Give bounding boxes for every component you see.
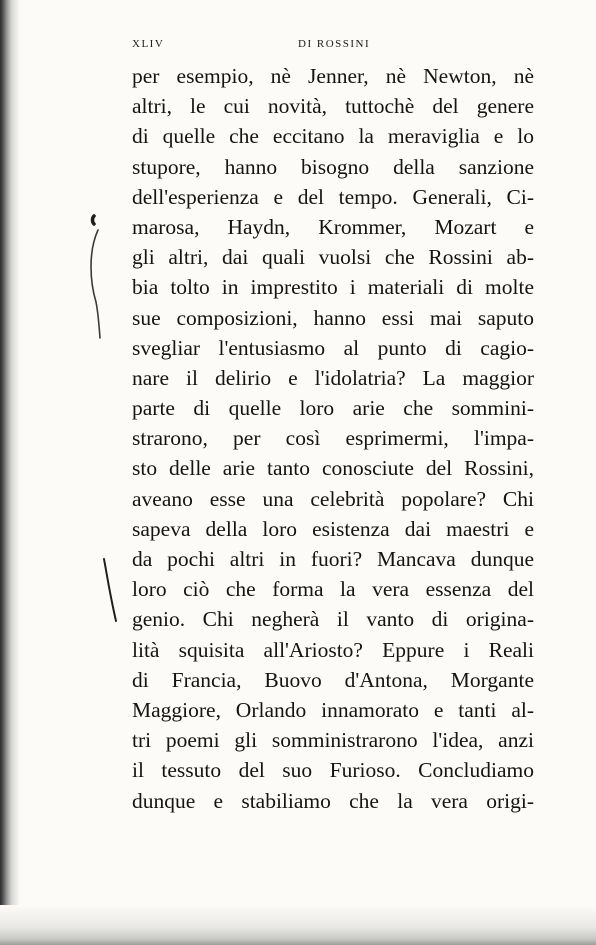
text-line: marosa, Haydn, Krommer, Mozart e <box>132 214 534 239</box>
text-line: stupore, hanno bisogno della sanzione <box>132 154 534 179</box>
text-line: di Francia, Buovo d'Antona, Morgante <box>132 667 534 692</box>
text-line: parte di quelle loro arie che sommini- <box>132 396 534 421</box>
margin-bracket-mark <box>86 212 110 342</box>
page-bottom-shadow <box>0 905 596 945</box>
text-line: sto delle arie tanto conosciute del Rossini, <box>132 456 534 481</box>
text-line: lità squisita all'Ariosto? Eppure i Reali <box>132 637 534 662</box>
text-line: di quelle che eccitano la meraviglia e lo <box>132 124 534 149</box>
text-line: altri, le cui novità, tuttochè del genere <box>132 94 534 119</box>
text-line: gli altri, dai quali vuolsi che Rossini ab- <box>132 245 534 270</box>
text-line: sapeva della loro esistenza dai maestri e <box>132 516 534 541</box>
text-line: aveano esse una celebrità popolare? Chi <box>132 486 534 511</box>
text-line: strarono, per così esprimermi, l'impa- <box>132 426 534 451</box>
text-line: dell'esperienza e del tempo. Generali, Ci- <box>132 184 534 209</box>
text-line: loro ciò che forma la vera essenza del <box>132 577 534 602</box>
text-line: tri poemi gli somministrarono l'idea, anzi <box>132 728 534 753</box>
running-header <box>132 38 534 54</box>
page-gutter-shadow <box>0 0 20 945</box>
text-line: dunque e stabiliamo che la vera origi- <box>132 788 534 813</box>
text-line: da pochi altri in fuori? Mancava dunque <box>132 547 534 571</box>
text-line: svegliar l'entusiasmo al punto di cagio- <box>132 335 534 360</box>
text-line: per esempio, nè Jenner, nè Newton, nè <box>132 64 534 88</box>
text-line: bia tolto in imprestito i materiali di molte <box>132 275 534 300</box>
running-title: DI ROSSINI <box>298 38 371 50</box>
text-line: genio. Chi negherà il vanto di origina- <box>132 607 534 632</box>
text-line: sue composizioni, hanno essi mai saputo <box>132 305 534 330</box>
text-line: il tessuto del suo Furioso. Concludiamo <box>132 758 534 783</box>
body-text <box>132 61 534 816</box>
page-number: XLIV <box>132 38 165 50</box>
text-line: Maggiore, Orlando innamorato e tanti al- <box>132 697 534 722</box>
margin-line-mark <box>100 555 122 625</box>
text-line: nare il delirio e l'idolatria? La maggior <box>132 365 534 390</box>
